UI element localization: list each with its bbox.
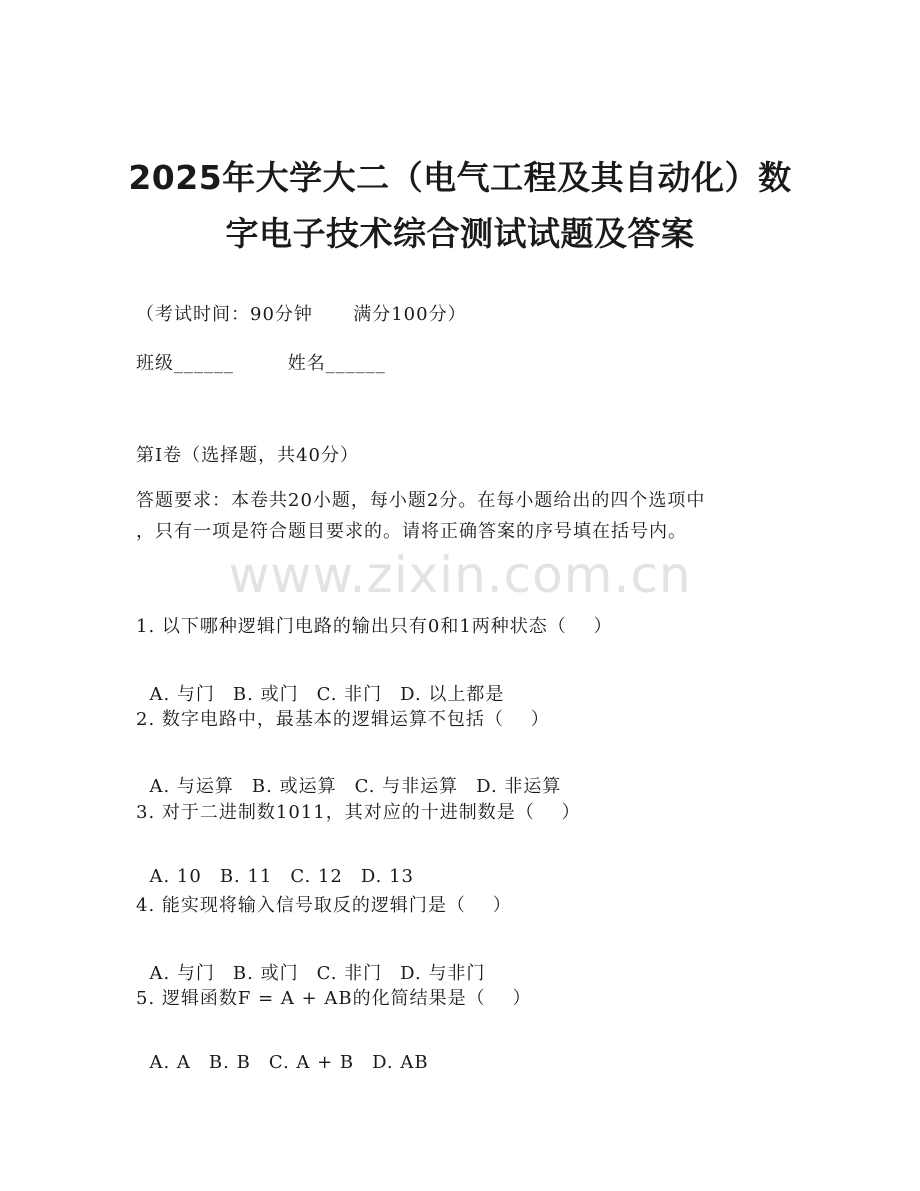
option: A. 10: [149, 866, 202, 887]
option: B. B: [208, 1052, 251, 1073]
document-title: [100, 150, 820, 262]
option: C. 12: [290, 866, 343, 887]
option: B. 或门: [232, 684, 299, 705]
watermark: www.zixin.com.cn: [228, 546, 692, 604]
student-fields: 班级______ 姓名______: [136, 353, 386, 374]
instructions-line-2: ，只有一项是符合题目要求的。请将正确答案的序号填在括号内。: [136, 521, 687, 542]
question-options: [136, 751, 561, 798]
option: D. 以上都是: [400, 684, 505, 705]
exam-info: （考试时间：90分钟 满分100分）: [136, 304, 467, 325]
instructions-line-1: 答题要求：本卷共20小题，每小题2分。在每小题给出的四个选项中: [136, 490, 706, 511]
question-options: [136, 845, 414, 887]
question-stem: 3. 对于二进制数1011，其对应的十进制数是（ ）: [136, 802, 581, 823]
question-stem: 5. 逻辑函数F = A + AB的化简结果是（ ）: [136, 988, 532, 1009]
title-line-2: 字电子技术综合测试试题及答案: [225, 214, 695, 253]
option: A. 与门: [149, 963, 215, 984]
option: C. 非门: [316, 684, 383, 705]
section-heading: 第I卷（选择题，共40分）: [136, 445, 360, 466]
option: A. 与运算: [149, 776, 234, 797]
option: B. 或运算: [251, 776, 337, 797]
option: D. 13: [360, 866, 415, 887]
option: A. 与门: [149, 684, 215, 705]
option: C. A + B: [268, 1052, 355, 1073]
question-options: [136, 1031, 429, 1073]
option: B. 或门: [232, 963, 299, 984]
option: A. A: [149, 1052, 191, 1073]
option: D. 与非门: [400, 963, 486, 984]
question-stem: 1. 以下哪种逻辑门电路的输出只有0和1两种状态（ ）: [136, 616, 613, 637]
question-stem: 2. 数字电路中，最基本的逻辑运算不包括（ ）: [136, 709, 550, 730]
option: D. AB: [372, 1052, 429, 1073]
title-line-1: 2025年大学大二（电气工程及其自动化）数: [128, 158, 792, 197]
option: C. 非门: [316, 963, 383, 984]
question-options: [136, 659, 504, 706]
option: D. 非运算: [476, 776, 562, 797]
question-stem: 4. 能实现将输入信号取反的逻辑门是（ ）: [136, 895, 512, 916]
option: B. 11: [219, 866, 273, 887]
option: C. 与非运算: [354, 776, 459, 797]
question-options: [136, 938, 485, 985]
